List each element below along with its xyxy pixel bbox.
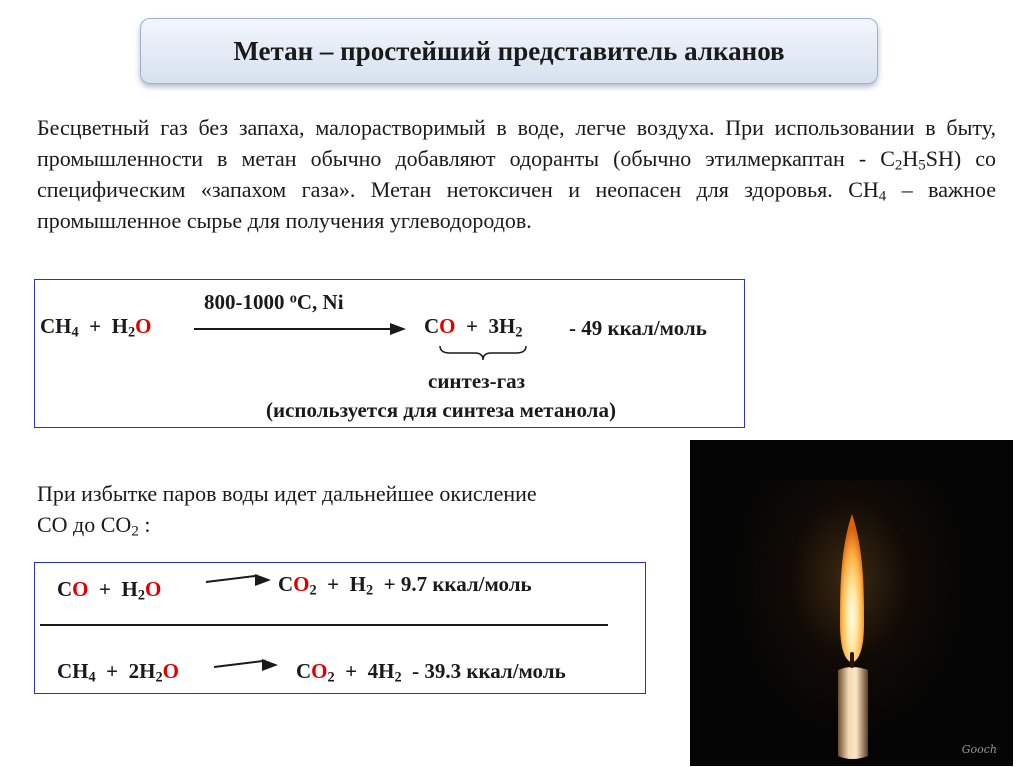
reaction3-arrow-head (262, 659, 278, 671)
reaction1-reactants: $CH_4 + H_2O$ (40, 314, 152, 341)
intro-paragraph: Бесцветный газ без запаха, малорастворимый в воде, легче воздуха. При использовании в быту, промышленности в метан обычно добавляют одоранты (обычно этилмеркаптан - $C_2H_5SH$) со специфическим «запахом газа». Метан нетоксичен и неопасен для здоровья. $CH_4$ – важное промышленное сырье для получения углеводородов. (37, 115, 996, 233)
photo-signature: Gooch (961, 743, 997, 756)
curly-brace (438, 344, 528, 362)
oxidation-paragraph: При избытке паров воды идет дальнейшее окисление CO до $CO_2$ : (37, 481, 537, 540)
reaction1-arrow-head (390, 323, 406, 335)
reaction1-products: CO + $3H_2$ (424, 314, 523, 341)
candle-photo (690, 440, 1013, 766)
candle-body (838, 667, 868, 759)
reaction2-reactants: CO + $H_2O$ (57, 577, 162, 604)
reaction3-reactants: $CH_4 + 2H_2O$ (57, 659, 179, 686)
reaction2-products: $CO_2 + H_2 + 9.7$ ккал/моль (278, 572, 532, 599)
reaction3-products: $CO_2 + 4H_2 - 39.3$ ккал/моль (296, 659, 566, 686)
synthesis-gas-label: синтез-газ (428, 369, 526, 393)
candle-wick (850, 652, 854, 668)
page-title: Метан – простейший представитель алканов (233, 35, 785, 66)
candle-flame (840, 514, 864, 662)
reaction1-arrow-line (194, 328, 392, 330)
title-banner (140, 18, 878, 84)
reaction2-arrow-head (255, 574, 271, 586)
equation-divider (40, 624, 608, 626)
methanol-usage-label: (используется для синтеза метанола) (266, 398, 616, 422)
candle-illustration (690, 440, 1013, 766)
reaction1-energy: - 49 ккал/моль (569, 316, 707, 340)
reaction1-conditions: 800-1000 $^o$C, Ni (204, 290, 344, 314)
